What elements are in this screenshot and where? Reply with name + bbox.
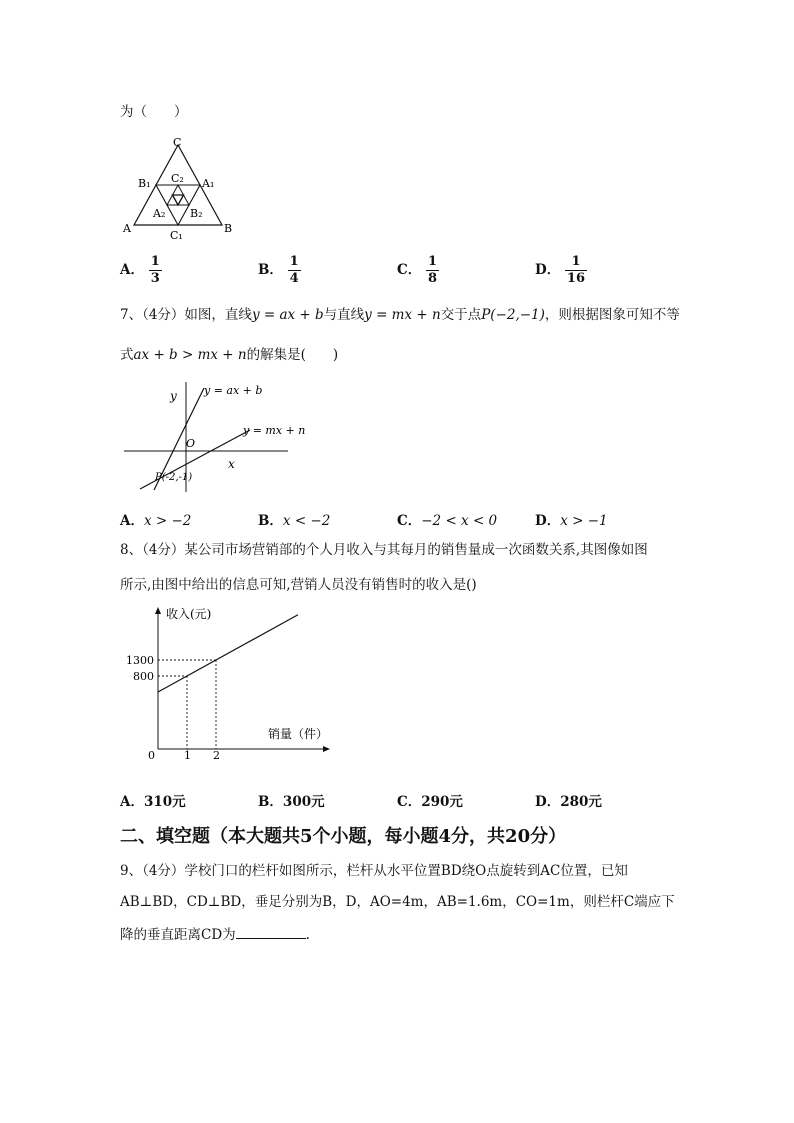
y-tick-2: 1300: [126, 654, 154, 667]
q9-line2: AB⊥BD，CD⊥BD，垂足分别为B，D，AO=4m，AB=1.6m，CO=1m，则栏杆C端应下: [120, 894, 675, 910]
chart-xlabel: 销量（件）: [268, 727, 329, 741]
label-A: A: [123, 222, 131, 235]
q6-triangle-figure: [118, 133, 238, 243]
chart-ylabel: 收入(元): [166, 607, 212, 621]
q7-line1: 7、（4分）如图，直线y = ax + b与直线y = mx + n交于点P(−2,−1)，则根据图象可知不等: [120, 307, 680, 323]
q6-option-a[interactable]: A． $\frac{1}{3}$: [120, 254, 160, 286]
y-tick-1: 800: [133, 670, 154, 683]
label-B2: B₂: [190, 207, 203, 220]
q8-option-a[interactable]: A．310元: [120, 794, 186, 810]
answer-blank[interactable]: [236, 925, 306, 939]
label-B1: B₁: [138, 177, 151, 190]
q7-option-b[interactable]: B．x < −2: [258, 513, 331, 529]
x-tick-1: 1: [184, 749, 191, 762]
q7-option-a[interactable]: A．x > −2: [120, 513, 192, 529]
q8-option-b[interactable]: B．300元: [258, 794, 325, 810]
q8-line2: 所示,由图中给出的信息可知,营销人员没有销售时的收入是(): [120, 577, 477, 593]
label-C: C: [173, 136, 182, 149]
label-B: B: [224, 222, 233, 235]
q7-option-c[interactable]: C．−2 < x < 0: [397, 513, 498, 529]
q9-line3: 降的垂直距离CD为 .: [120, 927, 310, 943]
q8-chart: [120, 604, 340, 774]
origin-label: O: [186, 437, 196, 450]
chart-origin: 0: [148, 749, 155, 762]
q9-line1: 9、（4分）学校门口的栏杆如图所示，栏杆从水平位置BD绕O点旋转到AC位置，已知: [120, 863, 628, 879]
y-axis-label: y: [170, 389, 177, 403]
x-tick-2: 2: [213, 749, 220, 762]
x-axis-label: x: [228, 457, 235, 471]
q6-option-c[interactable]: C． $\frac{1}{8}$: [397, 254, 437, 286]
q6-option-d[interactable]: D． $\frac{1}{16}$: [535, 254, 586, 286]
q7-line2: 式ax + b > mx + n的解集是( ): [120, 347, 339, 363]
q8-line1: 8、（4分）某公司市场营销部的个人月收入与其每月的销售量成一次函数关系,其图像如图: [120, 542, 648, 558]
q7-option-d[interactable]: D．x > −1: [535, 513, 608, 529]
label-A1: A₁: [202, 177, 215, 190]
q6-option-b[interactable]: B． $\frac{1}{4}$: [258, 254, 299, 286]
label-C2: C₂: [171, 172, 184, 185]
label-A2: A₂: [153, 207, 166, 220]
line1-label: y = ax + b: [204, 384, 263, 397]
q8-option-d[interactable]: D．280元: [535, 794, 602, 810]
section-title: 二、填空题（本大题共5个小题，每小题4分，共20分）: [120, 826, 567, 847]
q6-continuation: 为（ ）: [120, 104, 188, 120]
line2-label: y = mx + n: [243, 424, 306, 437]
label-C1: C₁: [170, 229, 183, 242]
point-p-label: P(-2,-1): [155, 472, 193, 483]
q8-option-c[interactable]: C．290元: [397, 794, 463, 810]
income-line: [158, 615, 298, 692]
q7-graph: [118, 378, 318, 496]
